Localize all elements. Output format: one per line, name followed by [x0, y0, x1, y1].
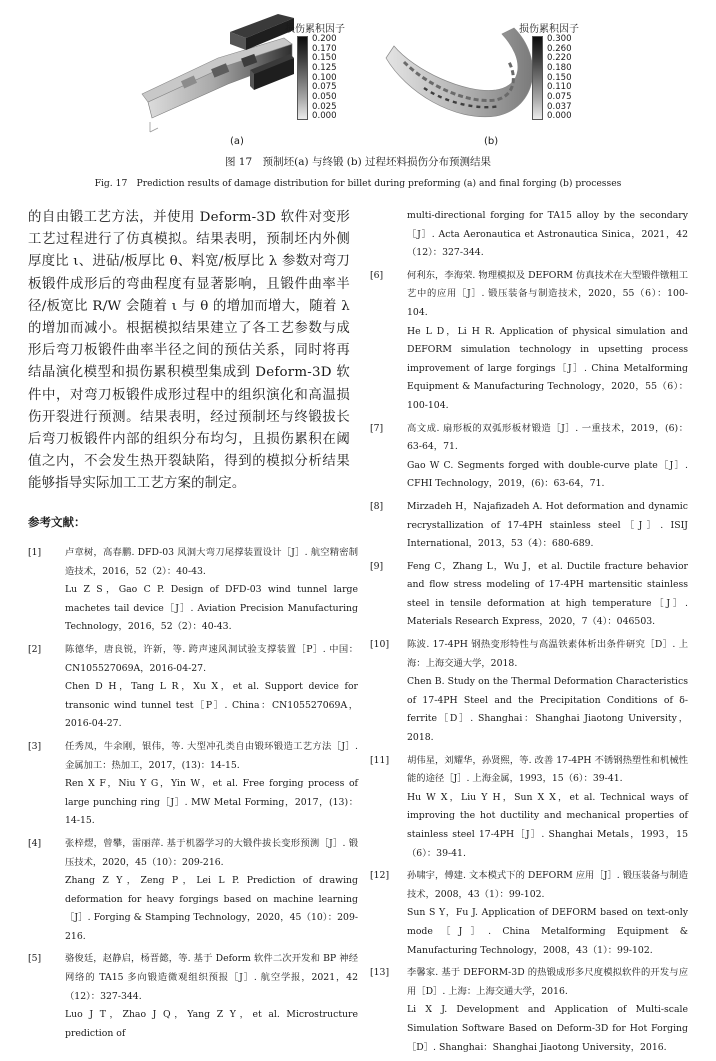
- reference-item: [28, 738, 358, 831]
- reference-item: [370, 207, 688, 263]
- colorbar-tick: 0.075: [547, 92, 572, 103]
- reference-en: Feng C，Zhang L，Wu J，et al. Ductile fracture behavior and flow stress modeling of 17-4PH martensitic stainless steel in tensile deformation at high temperature［J］. Materials Research Express，2020，7（4）：046503.: [407, 560, 688, 628]
- reference-cn: 陈德华，唐良锐，许新，等. 跨声速风洞试验支撑装置［P］. 中国：CN105527069A，2016-04-27.: [65, 643, 358, 674]
- reference-number: [3]: [28, 740, 42, 752]
- reference-number: [1]: [28, 547, 42, 558]
- colorbar-tick: 0.260: [547, 43, 572, 54]
- reference-item: [28, 544, 358, 637]
- conclusion-paragraph: [28, 207, 350, 496]
- reference-number: [12]: [370, 870, 390, 882]
- reference-item: [370, 420, 688, 494]
- reference-en: Hu W X，Liu Y H，Sun X X，et al. Technical ways of improving the hot ductility and mechanical properties of stainless steel 17-4PH［J］. Shanghai Metals，1993，15（6）：39-41.: [407, 791, 688, 859]
- subfigure-label-b: (b): [484, 136, 499, 147]
- colorbar-ticks-a: [312, 35, 337, 121]
- figure-caption-en: Fig. 17 Prediction results of damage distribution for billet during preforming (a) and final forging (b) processes: [94, 178, 622, 189]
- figure-caption-cn: 图 17 预制坯(a) 与终锻 (b) 过程坯料损伤分布预测结果: [224, 156, 492, 168]
- reference-number: [11]: [370, 754, 390, 766]
- colorbar-tick: 0.200: [312, 34, 337, 44]
- colorbar-tick: 0.050: [312, 92, 337, 103]
- colorbar-tick: 0.150: [547, 72, 572, 83]
- reference-en: Luo J T，Zhao J Q，Yang Z Y，et al. Microstructure prediction of: [65, 1009, 358, 1039]
- reference-item: [28, 835, 358, 947]
- colorbar-title-a: 损伤累积因子: [285, 24, 345, 35]
- body-text: 的自由锻工艺方法，并使用 Deform-3D 软件对变形工艺过程进行了仿真模拟。结果表明，预制坯内外侧厚度比 ι、进砧/板厚比 θ、料宽/板厚比 λ 参数对弯刀板锻件成形后的弯曲程度有显著影响，且锻件曲率半径/板宽比 R/W 会随着 ι 与 θ 的增加而增大，随着 λ 的增加而减小。根据模拟结果建立了各工艺参数与成形后弯刀板锻件曲率半径之间的预估关系，同时将再结晶演化模型和损伤累积模型集成到 Deform-3D 软件中，对弯刀板锻件成形过程中的组织演化和高温损伤开裂进行预测。结果表明，经过预制坯与终锻拔长后弯刀板锻件内部的组织分布均匀，且损伤累积在阈值之内，不会发生热开裂缺陷，得到的模拟分析结果能够指导实际加工工艺方案的制定。: [28, 210, 350, 492]
- reference-item: [28, 641, 358, 734]
- colorbar-tick: 0.125: [312, 63, 337, 74]
- reference-number: [13]: [370, 967, 390, 979]
- reference-en: Ren X F，Niu Y G，Yin W，et al. Free forging process of large punching ring［J］. MW Metal Forming，2017，(13)：14-15.: [65, 778, 358, 827]
- reference-number: [9]: [370, 560, 384, 572]
- colorbar-b: [532, 36, 543, 120]
- colorbar-tick: 0.000: [547, 111, 572, 122]
- colorbar-tick: 0.025: [312, 101, 337, 112]
- reference-cn: 高文成. 扇形板的双弧形板材锻造［J］. 一重技术，2019，(6)：63-64，71.: [407, 422, 688, 453]
- reference-en: Li X J. Development and Application of Multi-scale Simulation Software Based on Deform-3D for Hot Forging［D］. Shanghai：Shanghai Jiaotong University，2016.: [407, 1004, 688, 1053]
- reference-item: [370, 867, 688, 960]
- references-heading: 参考文献：: [28, 515, 86, 529]
- reference-cn: 何利东，李海荣. 物理模拟及 DEFORM 仿真技术在大型锻件镦粗工艺中的应用［J］. 锻压装备与制造技术，2020，55（6）：100-104.: [407, 269, 688, 318]
- reference-number: [7]: [370, 422, 384, 434]
- reference-en: Gao W C. Segments forged with double-curve plate［J］. CFHI Technology，2019，(6)：63-64，71.: [407, 459, 688, 490]
- reference-number: [2]: [28, 643, 42, 655]
- subfigure-label-a: (a): [230, 136, 244, 147]
- references-list-left: [28, 544, 358, 1047]
- reference-item: [370, 636, 688, 748]
- reference-item: [28, 950, 358, 1043]
- colorbar-tick: 0.300: [547, 34, 572, 44]
- colorbar-ticks-b: [547, 35, 572, 121]
- reference-cn: 陈波. 17-4PH 钢热变形特性与高温铁素体析出条件研究［D］. 上海：上海交通大学，2018.: [407, 639, 688, 669]
- colorbar-tick: 0.110: [547, 82, 572, 93]
- reference-en: Lu Z S，Gao C P. Design of DFD-03 wind tunnel large machetes tail device［J］. Aviation Precision Manufacturing Technology，2016，52（2）：40-43.: [65, 584, 358, 633]
- reference-number: [5]: [28, 953, 42, 965]
- reference-item: [370, 267, 688, 416]
- colorbar-tick: 0.075: [312, 82, 337, 93]
- reference-cn: 胡伟星，刘耀华，孙贤熙，等. 改善 17-4PH 不锈钢热塑性和机械性能的途径［J］. 上海金属，1993，15（6）：39-41.: [407, 754, 688, 785]
- colorbar-tick: 0.037: [547, 101, 572, 112]
- reference-number: [10]: [370, 639, 390, 651]
- reference-item: [370, 558, 688, 632]
- reference-en: He L D，Li H R. Application of physical simulation and DEFORM simulation technology in upsetting process improvement of large forgings［J］. China Metalforming Equipment & Manufacturing Technology，2020，55（6）：100-104.: [407, 325, 688, 411]
- colorbar-title-b: 损伤累积因子: [519, 24, 579, 35]
- colorbar-tick: 0.180: [547, 63, 572, 74]
- colorbar-tick: 0.100: [312, 72, 337, 83]
- reference-cn: 孙啸宇，傅建. 文本模式下的 DEFORM 应用［J］. 锻压装备与制造技术，2008，43（1）：99-102.: [407, 870, 688, 900]
- colorbar-tick: 0.170: [312, 43, 337, 54]
- reference-en: Mirzadeh H，Najafizadeh A. Hot deformation and dynamic recrystallization of 17-4PH stainless steel［J］. ISIJ International，2013，53（4）：680-689.: [407, 500, 688, 550]
- panel-b: [384, 0, 594, 150]
- reference-item: [370, 752, 688, 864]
- reference-en: Zhang Z Y，Zeng P，Lei L P. Prediction of drawing deformation for heavy forgings based on machine learning［J］. Forging & Stamping Technology，2020，45（10）：209-216.: [65, 875, 358, 942]
- reference-en: Chen D H，Tang L R，Xu X，et al. Support device for transonic wind tunnel test［P］. China：CN105527069A，2016-04-27.: [65, 681, 358, 730]
- colorbar-tick: 0.220: [547, 53, 572, 64]
- reference-number: [4]: [28, 837, 42, 849]
- reference-cn: 李馨家. 基于 DEFORM-3D 的热锻成形多尺度模拟软件的开发与应用［D］. 上海：上海交通大学，2016.: [407, 967, 688, 997]
- reference-en: multi-directional forging for TA15 alloy by the secondary［J］. Acta Aeronautica et Astronautica Sinica，2021，42（12）：327-344.: [407, 210, 688, 259]
- references-list-right: [370, 207, 688, 1061]
- figure-17: [0, 0, 716, 190]
- colorbar-tick: 0.150: [312, 53, 337, 64]
- reference-en: Chen B. Study on the Thermal Deformation Characteristics of 17-4PH Steel and the Precipitation Conditions of δ-ferrite［D］. Shanghai：Shanghai Jiaotong University，2018.: [407, 676, 688, 744]
- reference-cn: 卢章树，高春鹏. DFD-03 风洞大弯刀尾撑装置设计［J］. 航空精密制造技术，2016，52（2）：40-43.: [65, 547, 358, 577]
- panel-a: [142, 0, 360, 150]
- reference-en: Sun S Y，Fu J. Application of DEFORM based on text-only mode［J］. China Metalforming Equipment & Manufacturing Technology，2008，43（1）：99-102.: [407, 907, 688, 956]
- colorbar-a: [297, 36, 308, 120]
- reference-item: [370, 964, 688, 1057]
- reference-number: [6]: [370, 269, 384, 281]
- reference-number: [8]: [370, 500, 384, 512]
- reference-cn: 张梓熤，曾攀，雷丽萍. 基于机器学习的大锻件拔长变形预测［J］. 锻压技术，2020，45（10）：209-216.: [65, 837, 358, 868]
- reference-cn: 任秀凤，牛余刚，银伟，等. 大型冲孔类自由锻环锻造工艺方法［J］. 金属加工：热加工，2017，(13)：14-15.: [65, 740, 358, 771]
- reference-cn: 骆俊廷，赵静启，杨晋懿，等. 基于 Deform 软件二次开发和 BP 神经网络的 TA15 多向锻造微观组织预报［J］. 航空学报，2021，42（12）：327-344.: [65, 953, 358, 1002]
- colorbar-tick: 0.000: [312, 111, 337, 122]
- reference-item: [370, 498, 688, 554]
